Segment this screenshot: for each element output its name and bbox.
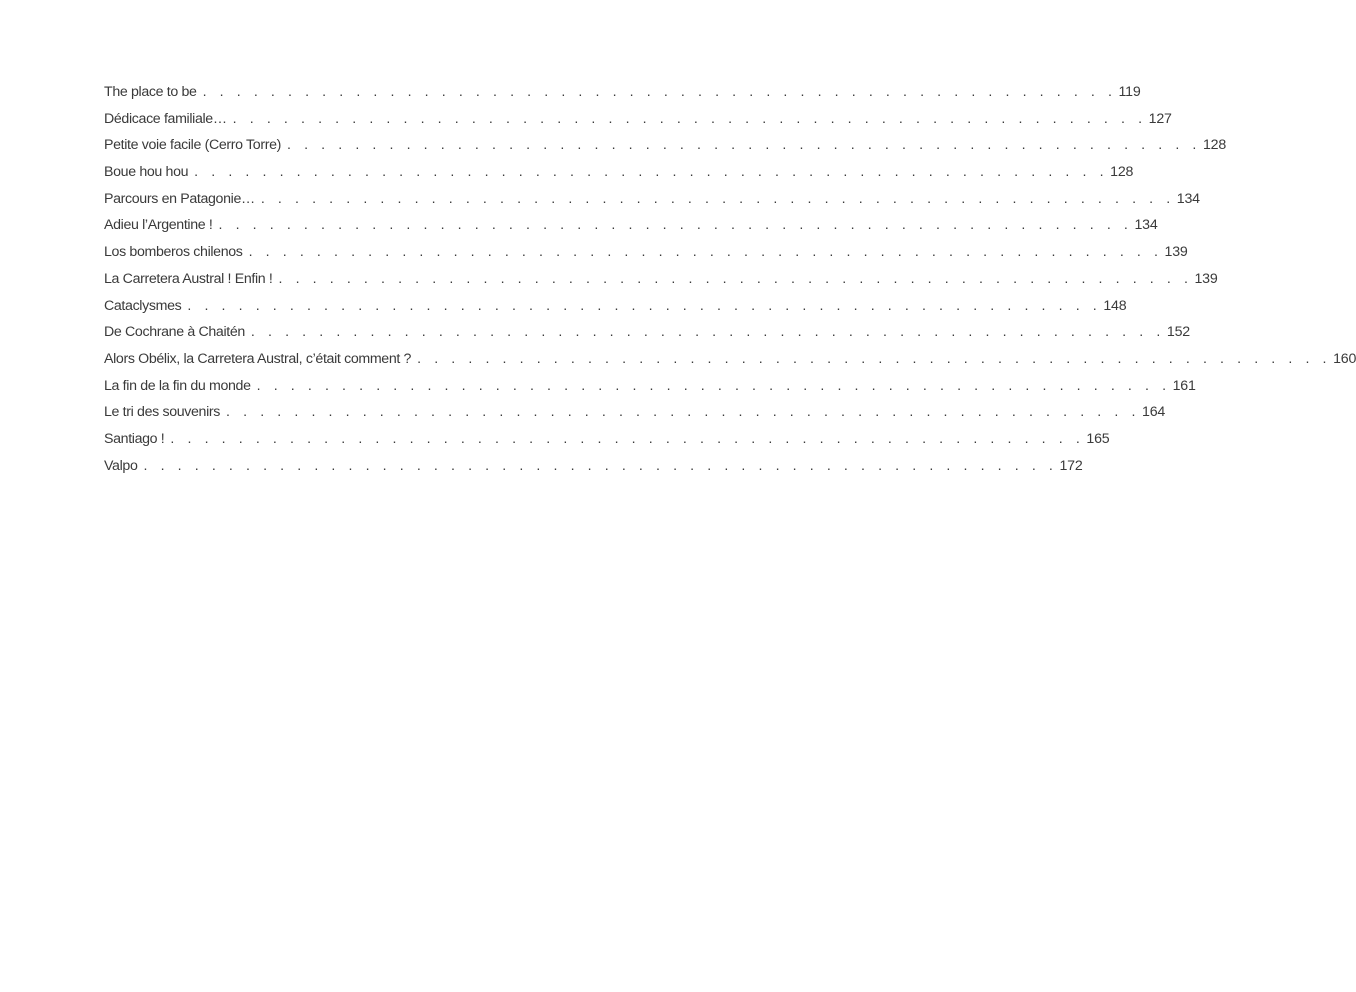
- toc-entry-title: Boue hou hou: [104, 164, 189, 181]
- toc-entry: [104, 270, 1218, 298]
- toc-entry-page: 148: [1103, 297, 1127, 314]
- toc-dot-leader: . . . . . . . . . . . . . . . . . . . . . . . . . . . . . . . . . . . . . . . . . . . . . . . . . . . . . .: [194, 164, 1109, 181]
- toc-entry-title: Adieu l’Argentine !: [104, 217, 213, 234]
- toc-entry-title: Le tri des souvenirs: [104, 404, 221, 421]
- toc-entry: [104, 190, 1200, 218]
- toc-entry-page: 164: [1142, 404, 1166, 421]
- toc-entry: [104, 110, 1172, 138]
- toc-entry: [104, 377, 1196, 405]
- toc-dot-leader: . . . . . . . . . . . . . . . . . . . . . . . . . . . . . . . . . . . . . . . . . . . . . . . . . . . . . .: [278, 270, 1193, 287]
- toc-entry-page: 152: [1166, 324, 1190, 341]
- toc-entry: [104, 217, 1158, 244]
- toc-dot-leader: . . . . . . . . . . . . . . . . . . . . . . . . . . . . . . . . . . . . . . . . . . . . . . . . . . . . . .: [218, 217, 1133, 234]
- toc-entry-page: 139: [1164, 244, 1188, 261]
- toc-entry-page: 134: [1176, 190, 1200, 207]
- toc-entry-page: 139: [1194, 270, 1218, 287]
- table-of-contents: [104, 84, 1356, 484]
- toc-entry: [104, 137, 1227, 164]
- toc-dot-leader: . . . . . . . . . . . . . . . . . . . . . . . . . . . . . . . . . . . . . . . . . . . . . . . . . . . . . .: [256, 377, 1171, 394]
- toc-entry-page: 160: [1333, 350, 1356, 367]
- toc-entry-page: 128: [1202, 137, 1227, 154]
- toc-entry-title: Petite voie facile (Cerro Torre): [104, 137, 281, 154]
- toc-entry-title: Dédicace familiale…: [104, 110, 227, 127]
- toc-entry-page: 161: [1172, 377, 1196, 394]
- toc-dot-leader: . . . . . . . . . . . . . . . . . . . . . . . . . . . . . . . . . . . . . . . . . . . . . . . . . . . . . .: [417, 350, 1332, 367]
- toc-entry-title: Parcours en Patagonie…: [104, 190, 255, 207]
- toc-entry: [104, 350, 1356, 378]
- toc-entry-page: 165: [1086, 430, 1110, 447]
- toc-entry-title: La fin de la fin du monde: [104, 377, 251, 394]
- toc-dot-leader: . . . . . . . . . . . . . . . . . . . . . . . . . . . . . . . . . . . . . . . . . . . . . . . . . . . . . .: [286, 137, 1201, 154]
- toc-dot-leader: . . . . . . . . . . . . . . . . . . . . . . . . . . . . . . . . . . . . . . . . . . . . . . . . . . . . . .: [202, 84, 1117, 100]
- toc-entry: [104, 84, 1141, 111]
- toc-entry: [104, 457, 1083, 485]
- toc-entry-title: Santiago !: [104, 430, 165, 447]
- toc-entry: [104, 297, 1127, 325]
- toc-dot-leader: . . . . . . . . . . . . . . . . . . . . . . . . . . . . . . . . . . . . . . . . . . . . . . . . . . . . . .: [187, 297, 1102, 314]
- toc-dot-leader: . . . . . . . . . . . . . . . . . . . . . . . . . . . . . . . . . . . . . . . . . . . . . . . . . . . . . .: [248, 244, 1163, 261]
- toc-entry: [104, 430, 1110, 458]
- toc-entry: [104, 324, 1190, 351]
- toc-entry-title: The place to be: [104, 84, 197, 100]
- toc-entry-title: De Cochrane à Chaitén: [104, 324, 245, 341]
- toc-entry-page: 127: [1148, 110, 1172, 127]
- toc-dot-leader: . . . . . . . . . . . . . . . . . . . . . . . . . . . . . . . . . . . . . . . . . . . . . . . . . . . . . .: [260, 190, 1175, 207]
- toc-dot-leader: . . . . . . . . . . . . . . . . . . . . . . . . . . . . . . . . . . . . . . . . . . . . . . . . . . . . . .: [250, 324, 1165, 341]
- toc-entry-title: Valpo: [104, 457, 138, 474]
- toc-entry-title: Los bomberos chilenos: [104, 244, 243, 261]
- toc-entry-title: Cataclysmes: [104, 297, 182, 314]
- toc-entry-title: La Carretera Austral ! Enfin !: [104, 270, 273, 287]
- toc-entry-page: 134: [1134, 217, 1158, 234]
- toc-dot-leader: . . . . . . . . . . . . . . . . . . . . . . . . . . . . . . . . . . . . . . . . . . . . . . . . . . . . . .: [170, 430, 1085, 447]
- toc-dot-leader: . . . . . . . . . . . . . . . . . . . . . . . . . . . . . . . . . . . . . . . . . . . . . . . . . . . . . .: [226, 404, 1140, 421]
- toc-entry-page: 119: [1118, 84, 1141, 100]
- toc-entry-page: 172: [1059, 457, 1083, 474]
- toc-entry: [104, 244, 1188, 271]
- toc-entry-title: Alors Obélix, la Carretera Austral, c’était comment ?: [104, 350, 412, 367]
- toc-dot-leader: . . . . . . . . . . . . . . . . . . . . . . . . . . . . . . . . . . . . . . . . . . . . . . . . . . . . . .: [143, 457, 1058, 474]
- toc-entry-page: 128: [1110, 164, 1134, 181]
- toc-entry: [104, 164, 1134, 191]
- toc-entry: [104, 404, 1166, 431]
- toc-dot-leader: . . . . . . . . . . . . . . . . . . . . . . . . . . . . . . . . . . . . . . . . . . . . . . . . . . . . . .: [232, 110, 1147, 127]
